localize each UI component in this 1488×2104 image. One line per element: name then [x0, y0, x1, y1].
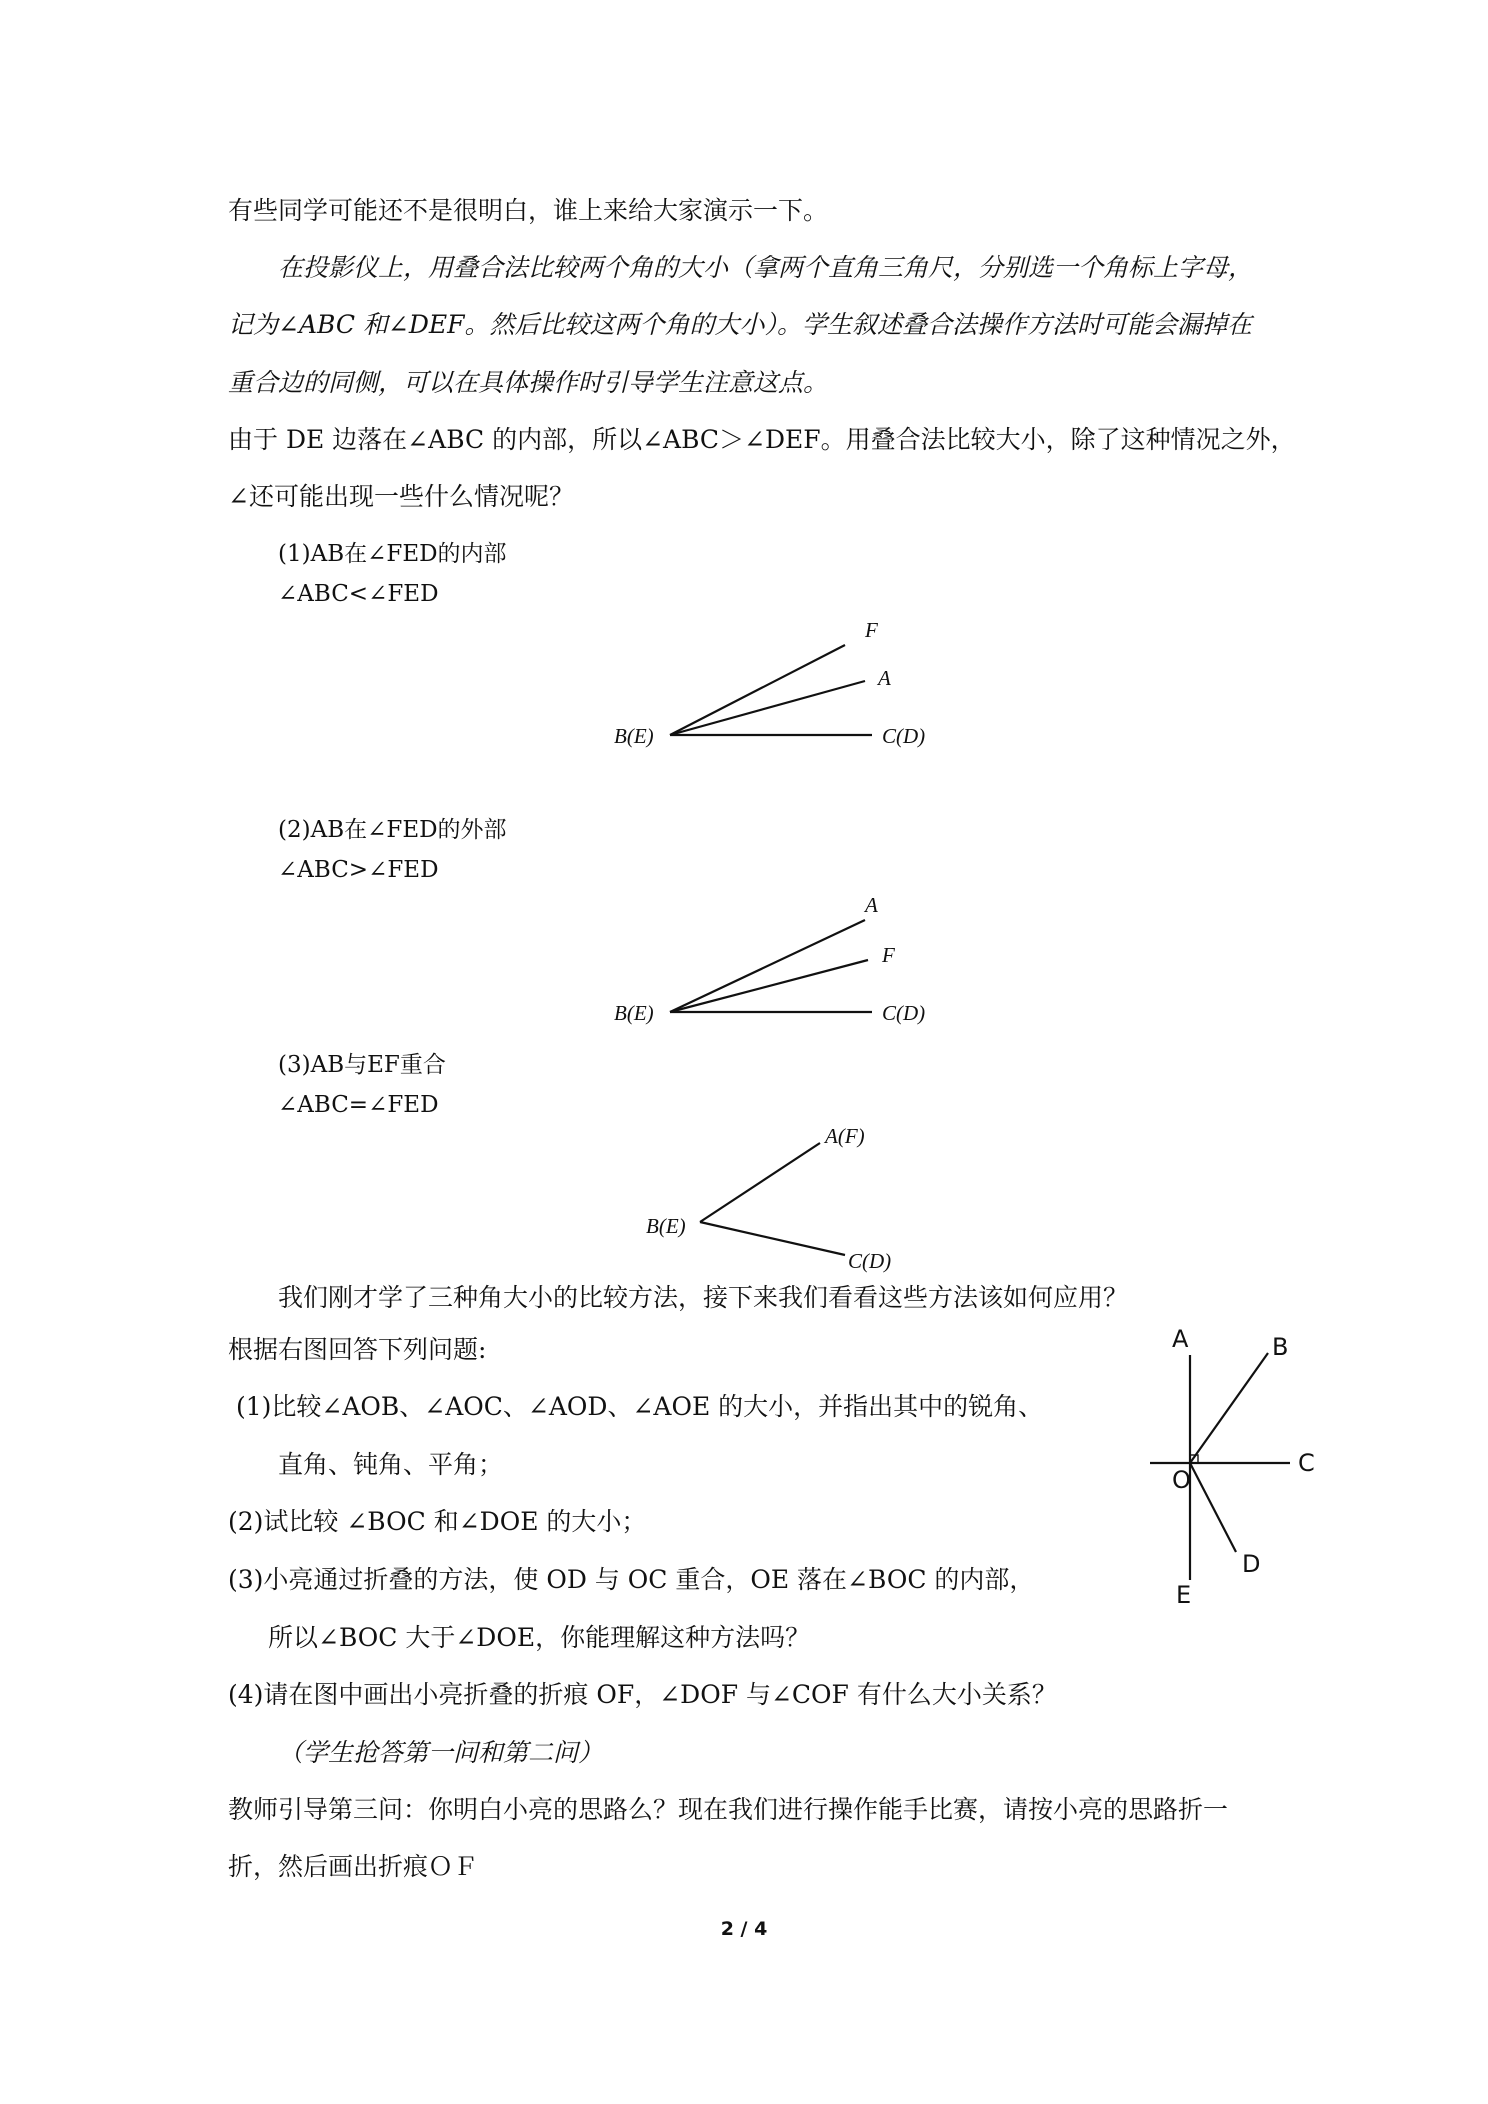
question: 直角、钝角、平角；: [278, 1450, 504, 1479]
label-base: C(D): [882, 1001, 926, 1025]
paragraph: 教师引导第三问：你明白小亮的思路么？现在我们进行操作能手比赛，请按小亮的思路折一: [228, 1795, 1229, 1824]
label-f: F: [882, 943, 895, 967]
question: (2)试比较 ∠BOC 和∠DOE 的大小；: [228, 1507, 647, 1536]
label-e: E: [1176, 1581, 1192, 1609]
label-b: B: [1272, 1333, 1289, 1361]
label-o: O: [1172, 1466, 1191, 1494]
paragraph: ∠还可能出现一些什么情况呢？: [228, 482, 574, 511]
note: （学生抢答第一问和第二问）: [278, 1738, 604, 1767]
label-base: C(D): [882, 724, 926, 748]
label-a: A: [878, 666, 891, 690]
rays-figure: [1140, 1325, 1340, 1609]
label-a-f: A(F): [825, 1124, 865, 1148]
case-relation: ∠ABC>∠FED: [278, 857, 439, 883]
paragraph-italic: 记为∠ABC 和∠DEF。然后比较这两个角的大小）。学生叙述叠合法操作方法时可能会漏掉在: [228, 310, 1253, 339]
paragraph: 有些同学可能还不是很明白，谁上来给大家演示一下。: [228, 196, 829, 225]
case-title: (1)AB在∠FED的内部: [278, 541, 507, 567]
question: 所以∠BOC 大于∠DOE，你能理解这种方法吗？: [268, 1623, 811, 1652]
paragraph: 根据右图回答下列问题:: [228, 1335, 487, 1364]
question: (1)比较∠AOB、∠AOC、∠AOD、∠AOE 的大小，并指出其中的锐角、: [236, 1392, 1044, 1421]
case-relation: ∠ABC<∠FED: [278, 581, 439, 607]
question: (4)请在图中画出小亮折叠的折痕 OF，∠DOF 与∠COF 有什么大小关系？: [228, 1680, 1057, 1709]
page-number: 2 / 4: [720, 1918, 768, 1940]
case-relation: ∠ABC=∠FED: [278, 1092, 439, 1118]
paragraph-italic: 重合边的同侧，可以在具体操作时引导学生注意这点。: [228, 368, 829, 397]
case-title: (3)AB与EF重合: [278, 1052, 446, 1078]
label-vertex: B(E): [614, 724, 654, 748]
paragraph: 折，然后画出折痕ＯＦ: [228, 1852, 479, 1881]
label-a: A: [1172, 1325, 1189, 1353]
paragraph: 由于 DE 边落在∠ABC 的内部，所以∠ABC＞∠DEF。用叠合法比较大小，除了这种情况之外，: [228, 425, 1296, 454]
angle-figure-3: [640, 1115, 940, 1275]
angle-figure-2: [600, 890, 940, 1030]
label-a: A: [865, 893, 878, 917]
label-vertex: B(E): [646, 1214, 686, 1238]
paragraph: 我们刚才学了三种角大小的比较方法，接下来我们看看这些方法该如何应用？: [278, 1283, 1129, 1312]
label-c: C: [1298, 1449, 1315, 1477]
label-f: F: [865, 618, 878, 642]
label-d: D: [1242, 1550, 1261, 1578]
case-title: (2)AB在∠FED的外部: [278, 817, 507, 843]
label-base: C(D): [848, 1249, 892, 1273]
question: (3)小亮通过折叠的方法，使 OD 与 OC 重合，OE 落在∠BOC 的内部，: [228, 1565, 1035, 1594]
paragraph-italic: 在投影仪上，用叠合法比较两个角的大小（拿两个直角三角尺，分别选一个角标上字母，: [278, 253, 1254, 282]
label-vertex: B(E): [614, 1001, 654, 1025]
angle-figure-1: [600, 615, 940, 765]
